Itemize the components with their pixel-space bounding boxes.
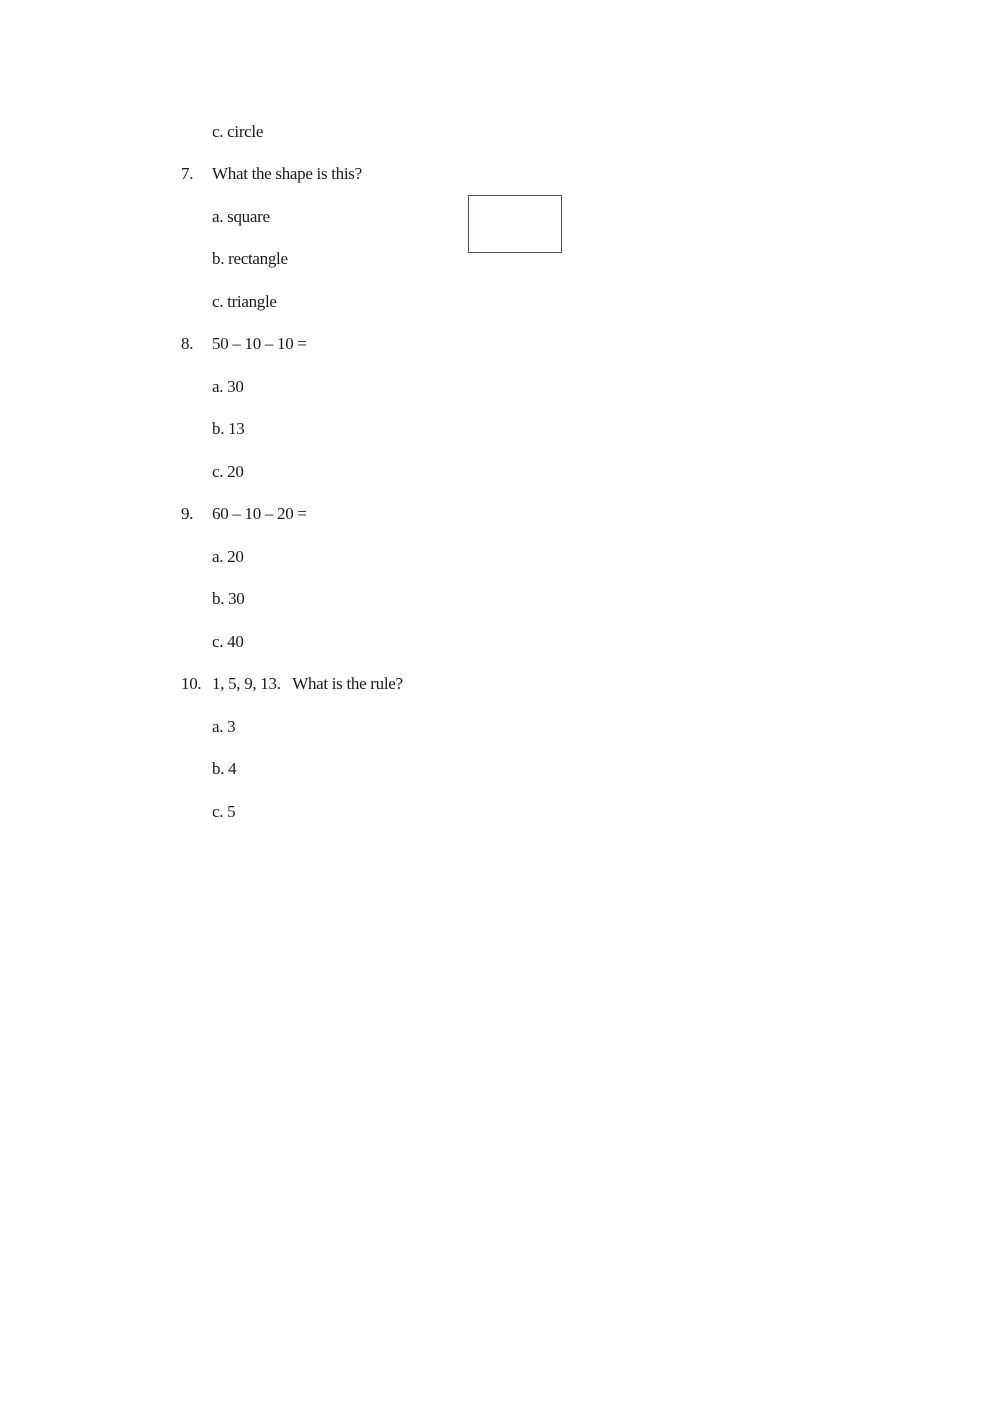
question-number: 7. — [181, 164, 194, 183]
option-a: a. 20 — [212, 547, 244, 566]
option-c: c. triangle — [212, 292, 277, 311]
option-a: a. square — [212, 207, 270, 226]
question-number: 10. — [181, 674, 202, 693]
question-prompt: 50 – 10 – 10 = — [212, 334, 307, 353]
option-c: c. 40 — [212, 632, 244, 651]
question-prompt: 60 – 10 – 20 = — [212, 504, 307, 523]
option-c: c. 20 — [212, 462, 244, 481]
option-b: b. rectangle — [212, 249, 288, 268]
option-a: a. 30 — [212, 377, 244, 396]
option-b: b. 30 — [212, 589, 245, 608]
question-prompt: 1, 5, 9, 13. What is the rule? — [212, 674, 403, 693]
question-number: 9. — [181, 504, 194, 523]
option-b: b. 13 — [212, 419, 245, 438]
rectangle-figure — [468, 195, 562, 253]
option-a: a. 3 — [212, 717, 236, 736]
option-b: b. 4 — [212, 759, 237, 778]
prev-question-option-c: c. circle — [212, 122, 264, 141]
question-prompt: What the shape is this? — [212, 164, 362, 183]
question-number: 8. — [181, 334, 194, 353]
option-c: c. 5 — [212, 802, 236, 821]
